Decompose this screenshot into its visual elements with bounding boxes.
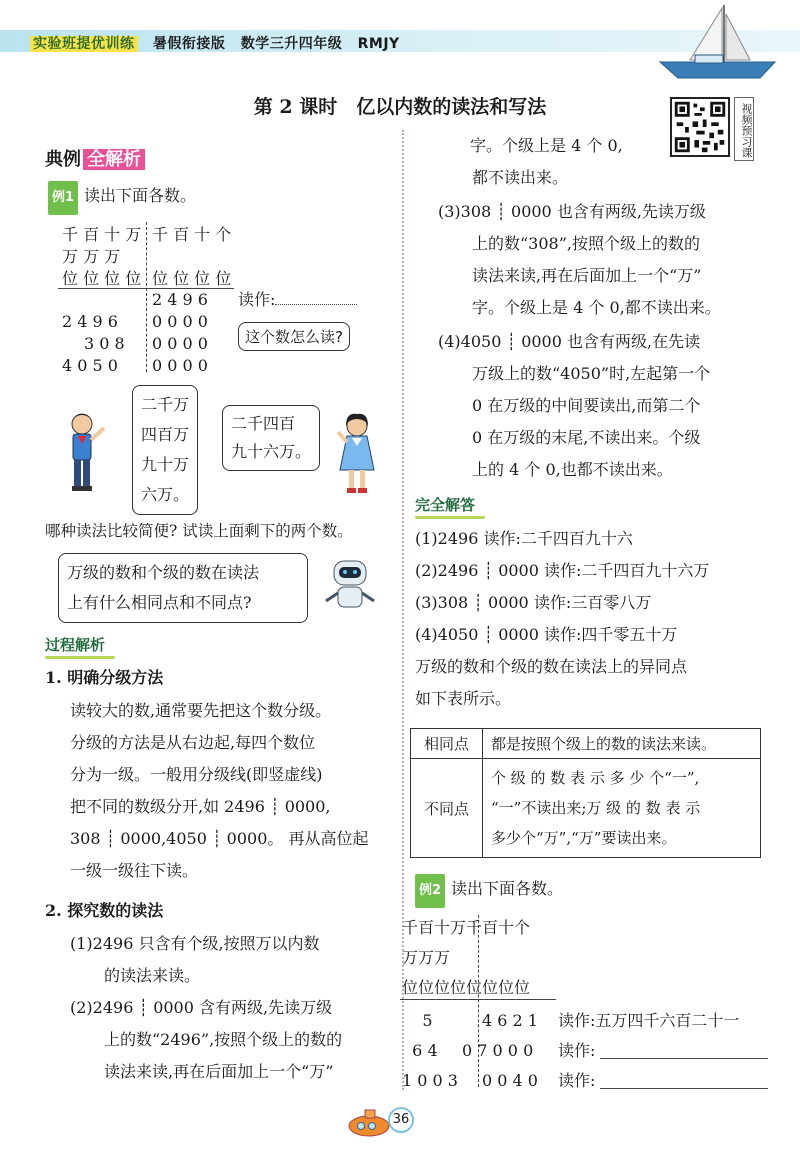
pv-header-row3b: 位 位 位 位: [152, 269, 232, 288]
section-banner: [45, 145, 145, 171]
robot-bubble-line1: 万级的数和个级的数在读法: [67, 563, 260, 582]
example1-question: 哪种读法比较简便? 试读上面剩下的两个数。: [45, 522, 353, 540]
ex2-row-right: 0 7 0 0 0: [462, 1041, 534, 1060]
summary-line: 如下表所示。: [415, 689, 512, 708]
place-value-table: [62, 222, 232, 375]
same-label: 相同点: [411, 729, 483, 759]
example2-tag: 例2: [415, 874, 445, 908]
p2-line: (1)2496 只含有个级,按照万以内数: [70, 934, 320, 953]
pv-row1-right: 2 4 9 6: [152, 290, 208, 309]
brand-label: 实验班提优训练: [30, 36, 138, 52]
pv-row2-left: 2 4 9 6: [62, 312, 118, 331]
pv-header-row1b: 千 百 十 个: [152, 225, 232, 244]
pv-header-row3a: 位 位 位 位: [62, 269, 142, 288]
submarine-icon: [345, 1102, 393, 1142]
pv-row3-left: 3 0 8: [84, 334, 125, 353]
ex2-row-left: 1 0 0 3: [402, 1071, 458, 1090]
boy-bubble-line2: 四百万: [141, 425, 190, 444]
p2-line: 的读法来读。: [104, 966, 201, 985]
pv-row3-right: 0 0 0 0: [152, 334, 208, 353]
process-point2-3: [438, 196, 783, 324]
p4-line: 0 在万级的末尾,不读出来。个级: [472, 428, 701, 447]
page-number: 36: [388, 1107, 414, 1133]
process-section-title: 过程解析: [45, 634, 115, 659]
continued-text: [470, 130, 623, 194]
pv-header-row1a: 千 百 十 万: [62, 225, 142, 244]
girl-illustration: [332, 412, 382, 497]
p1-line: 308 ┊ 0000,4050 ┊ 0000。 再从高位起: [70, 829, 369, 848]
p1-line: 读较大的数,通常要先把这个数分级。: [70, 701, 332, 720]
example1-heading: [48, 180, 196, 215]
answer-item: (4)4050 ┊ 0000 读作:四千零五十万: [415, 625, 678, 644]
series-label: RMJY: [357, 36, 400, 52]
boy-speech-bubble: [132, 385, 198, 515]
p3-line: 上的数“308”,按照个级上的数的: [472, 234, 700, 253]
ex2-header-row2: 万万万: [402, 948, 451, 967]
answer-list: [415, 523, 785, 715]
comparison-table: [410, 728, 761, 858]
answer-item: (3)308 ┊ 0000 读作:三百零八万: [415, 593, 652, 612]
ex2-row-left: 5: [402, 1011, 433, 1030]
diff-label: 不同点: [411, 759, 483, 858]
diff-line: 多少个“万”,“万”要读出来。: [491, 829, 677, 847]
banner-part1: 典例: [45, 149, 81, 170]
banner-part2: 全解析: [83, 149, 145, 170]
ex2-row-right: 0 0 4 0: [482, 1071, 538, 1090]
process-point2-4: [438, 326, 783, 486]
answer-section-title: 完全解答: [415, 494, 485, 519]
ex2-row-read: 读作:: [558, 1071, 596, 1090]
p2-line: 上的数“2496”,按照个级上的数的: [104, 1030, 343, 1049]
ex2-row-read: 读作:: [558, 1041, 596, 1060]
ex2-row-read: 读作:五万四千六百二十一: [558, 1011, 740, 1030]
p4-line: 0 在万级的中间要读出,而第二个: [472, 396, 701, 415]
answer-item: (2)2496 ┊ 0000 读作:二千四百九十六万: [415, 561, 710, 580]
example1-tag: 例1: [48, 181, 78, 215]
robot-bubble-line2: 上有什么相同点和不同点?: [67, 593, 252, 612]
process-point2-body: [70, 928, 400, 1088]
cont-line: 字。个级上是 4 个 0,: [470, 136, 623, 155]
qr-label: 视频预习课: [734, 97, 754, 161]
p3-line: (3)308 ┊ 0000 也含有两级,先读万级: [438, 202, 706, 221]
read-as-line: [238, 284, 357, 316]
same-text: 都是按照个级上的数的读法来读。: [483, 729, 761, 759]
p3-line: 读法来读,再在后面加上一个“万”: [472, 266, 702, 285]
girl-bubble-line1: 二千四百: [231, 414, 296, 433]
p4-line: 上的 4 个 0,也都不读出来。: [472, 460, 673, 479]
p2-line: 读法来读,再在后面加上一个“万”: [104, 1062, 334, 1081]
robot-speech-bubble: [58, 553, 308, 623]
pv-row4-right: 0 0 0 0: [152, 356, 208, 375]
example1-prompt: 读出下面各数。: [84, 186, 197, 205]
pv-header-row2: 万 万 万: [62, 247, 121, 266]
girl-speech-bubble: [222, 405, 320, 471]
diff-text: [483, 759, 761, 858]
edition-label: 暑假衔接版: [152, 36, 226, 52]
question-bubble: 这个数怎么读?: [238, 322, 350, 351]
answer-blank[interactable]: [600, 1058, 768, 1059]
running-header: [30, 33, 410, 53]
girl-bubble-line2: 九十六万。: [231, 442, 312, 461]
ex2-row: [402, 1066, 787, 1096]
ex2-row: [402, 1036, 787, 1066]
answer-item: (1)2496 读作:二千四百九十六: [415, 529, 633, 548]
ex2-header-row3: 位位位位位位位位: [402, 978, 531, 997]
pv-row2-right: 0 0 0 0: [152, 312, 208, 331]
pv-separator: [146, 222, 147, 372]
robot-illustration: [320, 555, 380, 615]
p3-line: 字。个级上是 4 个 0,都不读出来。: [472, 298, 721, 317]
ex2-row: [402, 1006, 787, 1036]
boy-bubble-line3: 九十万: [141, 455, 190, 474]
ex2-row-left: 6 4: [402, 1041, 438, 1060]
lesson-title: 第 2 课时 亿以内数的读法和写法: [253, 96, 547, 118]
diff-line: “一”不读出来;万 级 的 数 表 示: [491, 799, 701, 817]
example2-rows: [402, 1006, 787, 1096]
boy-illustration: [60, 410, 110, 495]
p1-line: 把不同的数级分开,如 2496 ┊ 0000,: [70, 797, 331, 816]
p4-line: (4)4050 ┊ 0000 也含有两级,在先读: [438, 332, 701, 351]
subject-label: 数学三升四年级: [240, 36, 343, 52]
p1-line: 一级一级往下读。: [70, 861, 199, 880]
boy-bubble-line4: 六万。: [141, 485, 190, 504]
summary-line: 万级的数和个级的数在读法上的异同点: [415, 657, 688, 676]
boy-bubble-line1: 二千万: [141, 395, 190, 414]
ex2-row-right: 4 6 2 1: [482, 1011, 538, 1030]
process-point1-title: 1. 明确分级方法: [45, 668, 164, 687]
answer-blank[interactable]: [275, 287, 357, 305]
p2-line: (2)2496 ┊ 0000 含有两级,先读万级: [70, 998, 333, 1017]
process-point1-body: [70, 695, 400, 887]
read-label: 读作:: [238, 290, 276, 309]
cont-line: 都不读出来。: [472, 168, 569, 187]
sailboat-illustration: [650, 0, 800, 85]
p1-line: 分为一级。一般用分级线(即竖虚线): [70, 765, 323, 784]
example2-prompt: 读出下面各数。: [451, 879, 564, 898]
p4-line: 万级上的数“4050”时,左起第一个: [472, 364, 711, 383]
answer-blank[interactable]: [600, 1088, 768, 1089]
process-point2-title: 2. 探究数的读法: [45, 901, 164, 920]
diff-line: 个 级 的 数 表 示 多 少 个“一”,: [491, 769, 700, 787]
qr-code-icon[interactable]: [670, 97, 730, 157]
p1-line: 分级的方法是从右边起,每四个数位: [70, 733, 316, 752]
ex2-header-row1: 千百十万千百十个: [402, 918, 531, 937]
pv-row4-left: 4 0 5 0: [62, 356, 118, 375]
example2-heading: [415, 873, 563, 908]
